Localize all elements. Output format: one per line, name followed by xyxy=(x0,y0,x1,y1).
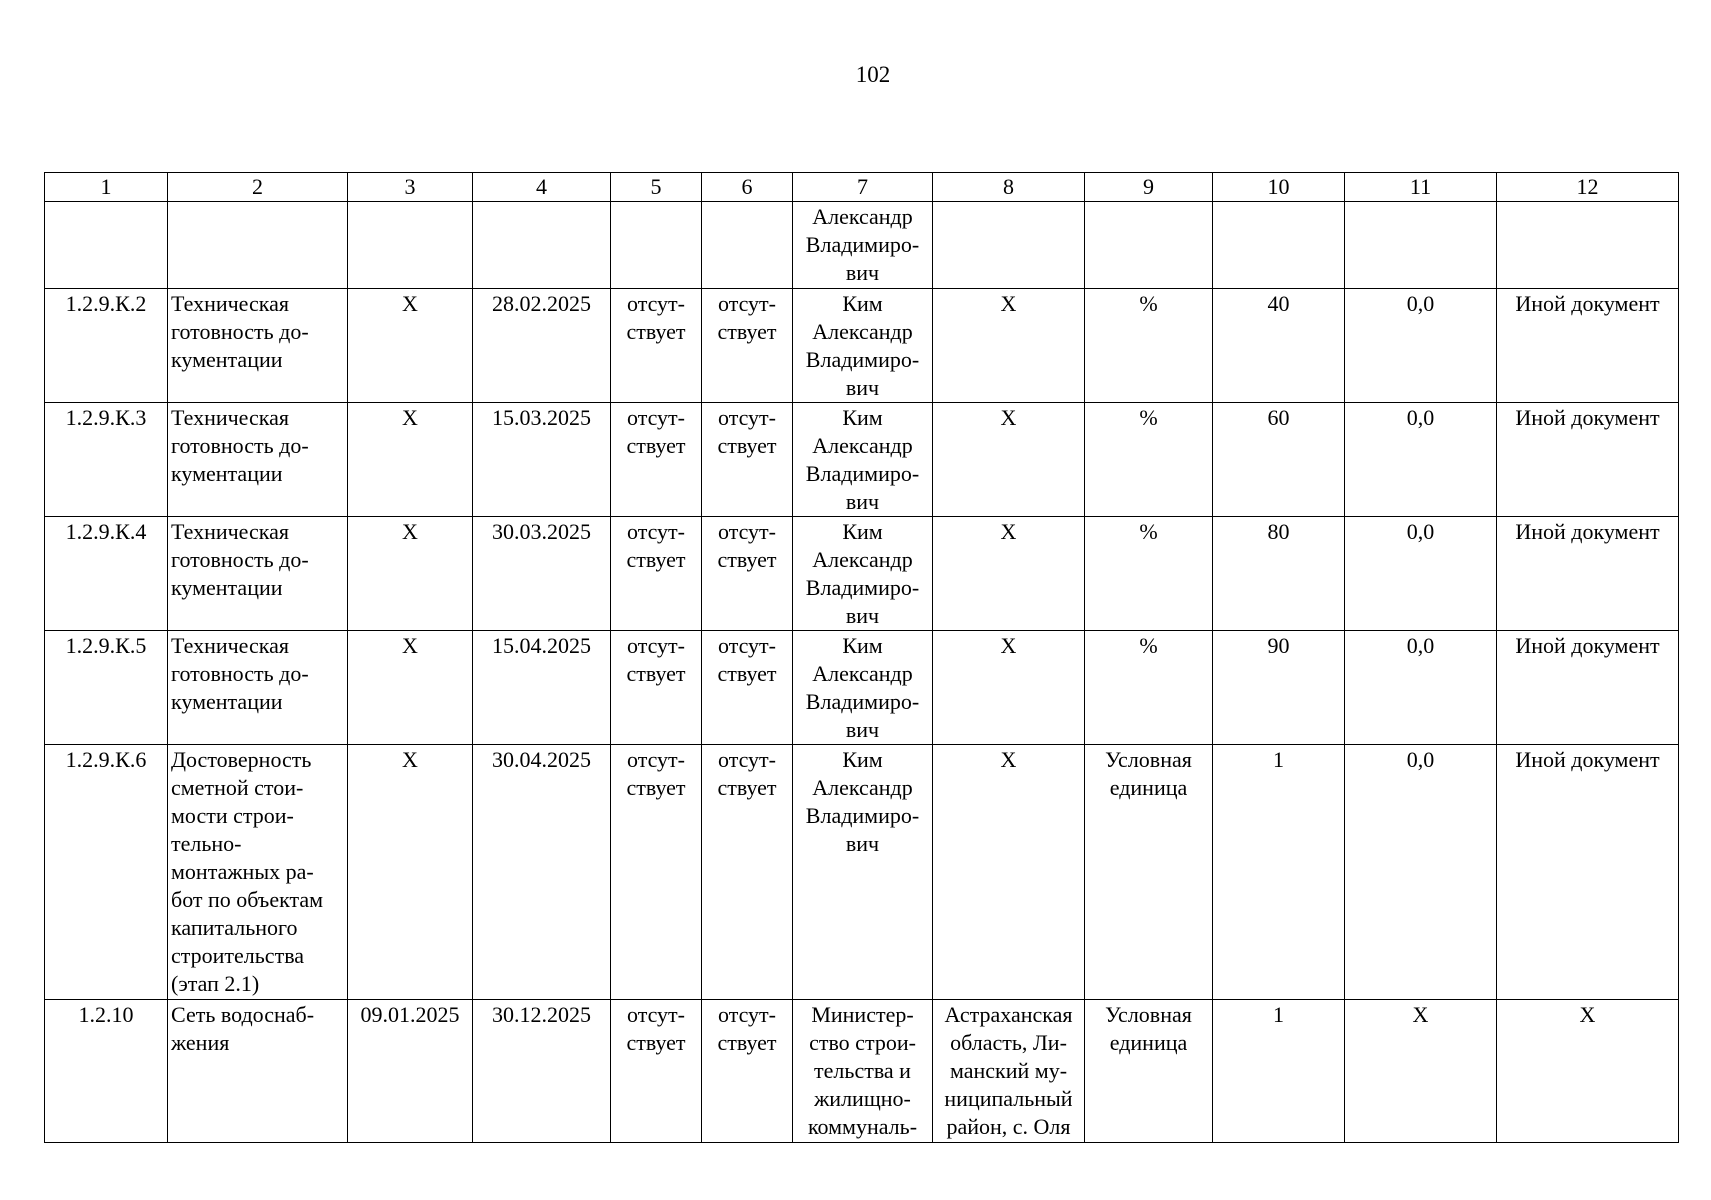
cell-name xyxy=(168,289,348,403)
cell-col11: 0,0 xyxy=(1345,403,1497,517)
cell-responsible xyxy=(793,202,933,289)
cell-line: отсут- xyxy=(717,519,776,544)
cell-col3: X xyxy=(348,517,473,631)
cell-line: Александр xyxy=(812,433,913,458)
cell-id xyxy=(45,202,168,289)
cell-responsible xyxy=(793,289,933,403)
cell-col5 xyxy=(611,289,702,403)
cell-line: жения xyxy=(171,1030,230,1055)
cell-line: % xyxy=(1139,405,1158,430)
cell-line: Ким xyxy=(842,747,883,772)
cell-line: Александр xyxy=(812,204,913,229)
cell-line: Сеть водоснаб- xyxy=(171,1002,315,1027)
cell-line: Астраханская xyxy=(944,1002,1073,1027)
cell-col6 xyxy=(702,289,793,403)
cell-line: область, Ли- xyxy=(950,1030,1067,1055)
cell-line: Условная xyxy=(1105,747,1192,772)
cell-name xyxy=(168,1000,348,1143)
cell-col8 xyxy=(933,202,1085,289)
cell-line: ствует xyxy=(717,319,777,344)
cell-line: тельно- xyxy=(171,831,242,856)
cell-responsible xyxy=(793,517,933,631)
cell-col3 xyxy=(348,202,473,289)
cell-id: 1.2.9.К.2 xyxy=(45,289,168,403)
cell-unit xyxy=(1085,517,1213,631)
cell-id: 1.2.10 xyxy=(45,1000,168,1143)
cell-col5 xyxy=(611,403,702,517)
table-row xyxy=(45,1000,1679,1143)
cell-line: Условная xyxy=(1105,1002,1192,1027)
cell-line: вич xyxy=(845,831,880,856)
cell-name xyxy=(168,403,348,517)
column-number: 2 xyxy=(168,173,348,202)
cell-col11: 0,0 xyxy=(1345,631,1497,745)
cell-value xyxy=(1213,202,1345,289)
cell-line: строительства xyxy=(171,943,305,968)
cell-value: 1 xyxy=(1213,1000,1345,1143)
cell-col8 xyxy=(933,1000,1085,1143)
cell-line: ство строи- xyxy=(809,1030,916,1055)
cell-line: Владимиро- xyxy=(805,803,920,828)
cell-col5 xyxy=(611,745,702,1000)
cell-col3: 09.01.2025 xyxy=(348,1000,473,1143)
cell-line: ствует xyxy=(626,775,686,800)
cell-line: отсут- xyxy=(717,291,776,316)
cell-line: Ким xyxy=(842,633,883,658)
cell-document: Иной документ xyxy=(1497,517,1679,631)
cell-line: % xyxy=(1139,291,1158,316)
cell-col6 xyxy=(702,1000,793,1143)
cell-col11 xyxy=(1345,202,1497,289)
cell-line: район, с. Оля xyxy=(946,1114,1071,1139)
cell-line: отсут- xyxy=(717,1002,776,1027)
table-body xyxy=(45,202,1679,1143)
cell-line: коммуналь- xyxy=(807,1114,918,1139)
cell-line: манский му- xyxy=(949,1058,1068,1083)
cell-col11: 0,0 xyxy=(1345,517,1497,631)
table-row xyxy=(45,745,1679,1000)
cell-value: 80 xyxy=(1213,517,1345,631)
cell-line: ствует xyxy=(717,1030,777,1055)
cell-line: Александр xyxy=(812,547,913,572)
column-number: 4 xyxy=(473,173,611,202)
cell-line: X xyxy=(1000,405,1017,430)
cell-document xyxy=(1497,202,1679,289)
cell-col3: X xyxy=(348,745,473,1000)
cell-line: ствует xyxy=(626,661,686,686)
cell-responsible xyxy=(793,631,933,745)
cell-col8 xyxy=(933,517,1085,631)
cell-line: Александр xyxy=(812,319,913,344)
cell-line: Ким xyxy=(842,405,883,430)
cell-line: ниципальный xyxy=(944,1086,1073,1111)
cell-name xyxy=(168,631,348,745)
cell-id: 1.2.9.К.4 xyxy=(45,517,168,631)
cell-line: Техническая xyxy=(171,519,290,544)
cell-line: вич xyxy=(845,603,880,628)
cell-line: вич xyxy=(845,260,880,285)
cell-document: Иной документ xyxy=(1497,745,1679,1000)
column-number-row xyxy=(45,173,1679,202)
cell-line: отсут- xyxy=(626,405,685,430)
cell-value: 90 xyxy=(1213,631,1345,745)
cell-document: Иной документ xyxy=(1497,289,1679,403)
cell-col11: 0,0 xyxy=(1345,289,1497,403)
cell-responsible xyxy=(793,403,933,517)
cell-value: 60 xyxy=(1213,403,1345,517)
cell-col6 xyxy=(702,631,793,745)
cell-line: Техническая xyxy=(171,291,290,316)
cell-col8 xyxy=(933,631,1085,745)
cell-line: бот по объектам xyxy=(171,887,324,912)
cell-line: отсут- xyxy=(626,747,685,772)
cell-unit xyxy=(1085,745,1213,1000)
table-row xyxy=(45,631,1679,745)
cell-line: мости строи- xyxy=(171,803,294,828)
cell-name xyxy=(168,517,348,631)
cell-unit xyxy=(1085,403,1213,517)
cell-line: X xyxy=(1000,633,1017,658)
cell-line: тельства и xyxy=(814,1058,911,1083)
cell-line: Александр xyxy=(812,775,913,800)
cell-id: 1.2.9.К.3 xyxy=(45,403,168,517)
column-number: 10 xyxy=(1213,173,1345,202)
cell-col6 xyxy=(702,517,793,631)
cell-line: отсут- xyxy=(626,1002,685,1027)
cell-line: сметной стои- xyxy=(171,775,304,800)
cell-document: Иной документ xyxy=(1497,403,1679,517)
column-number: 8 xyxy=(933,173,1085,202)
cell-col3: X xyxy=(348,289,473,403)
cell-responsible xyxy=(793,745,933,1000)
cell-line: Владимиро- xyxy=(805,347,920,372)
cell-line: (этап 2.1) xyxy=(171,971,260,996)
cell-responsible xyxy=(793,1000,933,1143)
cell-line: X xyxy=(1000,291,1017,316)
table-row xyxy=(45,403,1679,517)
cell-col8 xyxy=(933,745,1085,1000)
cell-line: Техническая xyxy=(171,633,290,658)
cell-line: X xyxy=(1000,747,1017,772)
cell-col4: 30.12.2025 xyxy=(473,1000,611,1143)
cell-line: Владимиро- xyxy=(805,689,920,714)
cell-id: 1.2.9.К.6 xyxy=(45,745,168,1000)
cell-col4 xyxy=(473,202,611,289)
cell-line: отсут- xyxy=(626,519,685,544)
cell-unit xyxy=(1085,289,1213,403)
cell-value: 1 xyxy=(1213,745,1345,1000)
cell-line: отсут- xyxy=(717,747,776,772)
cell-col4: 30.03.2025 xyxy=(473,517,611,631)
cell-document: Иной документ xyxy=(1497,631,1679,745)
cell-line: готовность до- xyxy=(171,661,309,686)
cell-col11: X xyxy=(1345,1000,1497,1143)
cell-line: готовность до- xyxy=(171,433,309,458)
cell-line: X xyxy=(1000,519,1017,544)
cell-value: 40 xyxy=(1213,289,1345,403)
cell-line: отсут- xyxy=(626,291,685,316)
column-number: 7 xyxy=(793,173,933,202)
column-number: 1 xyxy=(45,173,168,202)
cell-line: Ким xyxy=(842,519,883,544)
cell-line: кументации xyxy=(171,689,283,714)
cell-col3: X xyxy=(348,403,473,517)
cell-id: 1.2.9.К.5 xyxy=(45,631,168,745)
cell-line: ствует xyxy=(626,319,686,344)
column-number: 11 xyxy=(1345,173,1497,202)
cell-col5 xyxy=(611,1000,702,1143)
cell-line: единица xyxy=(1109,775,1188,800)
cell-line: ствует xyxy=(626,1030,686,1055)
cell-col6 xyxy=(702,403,793,517)
cell-col5 xyxy=(611,631,702,745)
cell-line: Владимиро- xyxy=(805,232,920,257)
cell-line: Министер- xyxy=(811,1002,914,1027)
cell-line: Александр xyxy=(812,661,913,686)
cell-document: X xyxy=(1497,1000,1679,1143)
cell-line: отсут- xyxy=(717,405,776,430)
cell-line: Техническая xyxy=(171,405,290,430)
cell-line: вич xyxy=(845,489,880,514)
table-row xyxy=(45,202,1679,289)
cell-line: кументации xyxy=(171,461,283,486)
cell-line: кументации xyxy=(171,575,283,600)
cell-line: ствует xyxy=(626,547,686,572)
cell-name xyxy=(168,202,348,289)
cell-col11: 0,0 xyxy=(1345,745,1497,1000)
cell-line: ствует xyxy=(626,433,686,458)
cell-line: вич xyxy=(845,717,880,742)
column-number: 12 xyxy=(1497,173,1679,202)
cell-col5 xyxy=(611,202,702,289)
cell-col4: 15.04.2025 xyxy=(473,631,611,745)
cell-line: готовность до- xyxy=(171,319,309,344)
cell-line: единица xyxy=(1109,1030,1188,1055)
column-number: 9 xyxy=(1085,173,1213,202)
page-number: 102 xyxy=(855,62,891,87)
cell-line: отсут- xyxy=(717,633,776,658)
cell-col3: X xyxy=(348,631,473,745)
cell-col6 xyxy=(702,745,793,1000)
cell-line: ствует xyxy=(717,775,777,800)
cell-line: вич xyxy=(845,375,880,400)
cell-col8 xyxy=(933,289,1085,403)
cell-col8 xyxy=(933,403,1085,517)
cell-line: кументации xyxy=(171,347,283,372)
table-row xyxy=(45,289,1679,403)
cell-name xyxy=(168,745,348,1000)
cell-line: % xyxy=(1139,519,1158,544)
cell-line: жилищно- xyxy=(814,1086,911,1111)
column-number: 5 xyxy=(611,173,702,202)
table-row xyxy=(45,517,1679,631)
data-table xyxy=(44,172,1679,1143)
cell-line: капитального xyxy=(171,915,298,940)
cell-line: Владимиро- xyxy=(805,575,920,600)
column-number: 6 xyxy=(702,173,793,202)
cell-line: % xyxy=(1139,633,1158,658)
cell-col6 xyxy=(702,202,793,289)
cell-col4: 30.04.2025 xyxy=(473,745,611,1000)
cell-col4: 15.03.2025 xyxy=(473,403,611,517)
cell-line: Ким xyxy=(842,291,883,316)
cell-line: отсут- xyxy=(626,633,685,658)
cell-line: Владимиро- xyxy=(805,461,920,486)
cell-unit xyxy=(1085,202,1213,289)
cell-unit xyxy=(1085,631,1213,745)
cell-line: ствует xyxy=(717,547,777,572)
cell-line: Достоверность xyxy=(171,747,312,772)
cell-line: ствует xyxy=(717,433,777,458)
column-number: 3 xyxy=(348,173,473,202)
cell-unit xyxy=(1085,1000,1213,1143)
cell-col5 xyxy=(611,517,702,631)
cell-col4: 28.02.2025 xyxy=(473,289,611,403)
cell-line: готовность до- xyxy=(171,547,309,572)
cell-line: монтажных ра- xyxy=(171,859,314,884)
cell-line: ствует xyxy=(717,661,777,686)
